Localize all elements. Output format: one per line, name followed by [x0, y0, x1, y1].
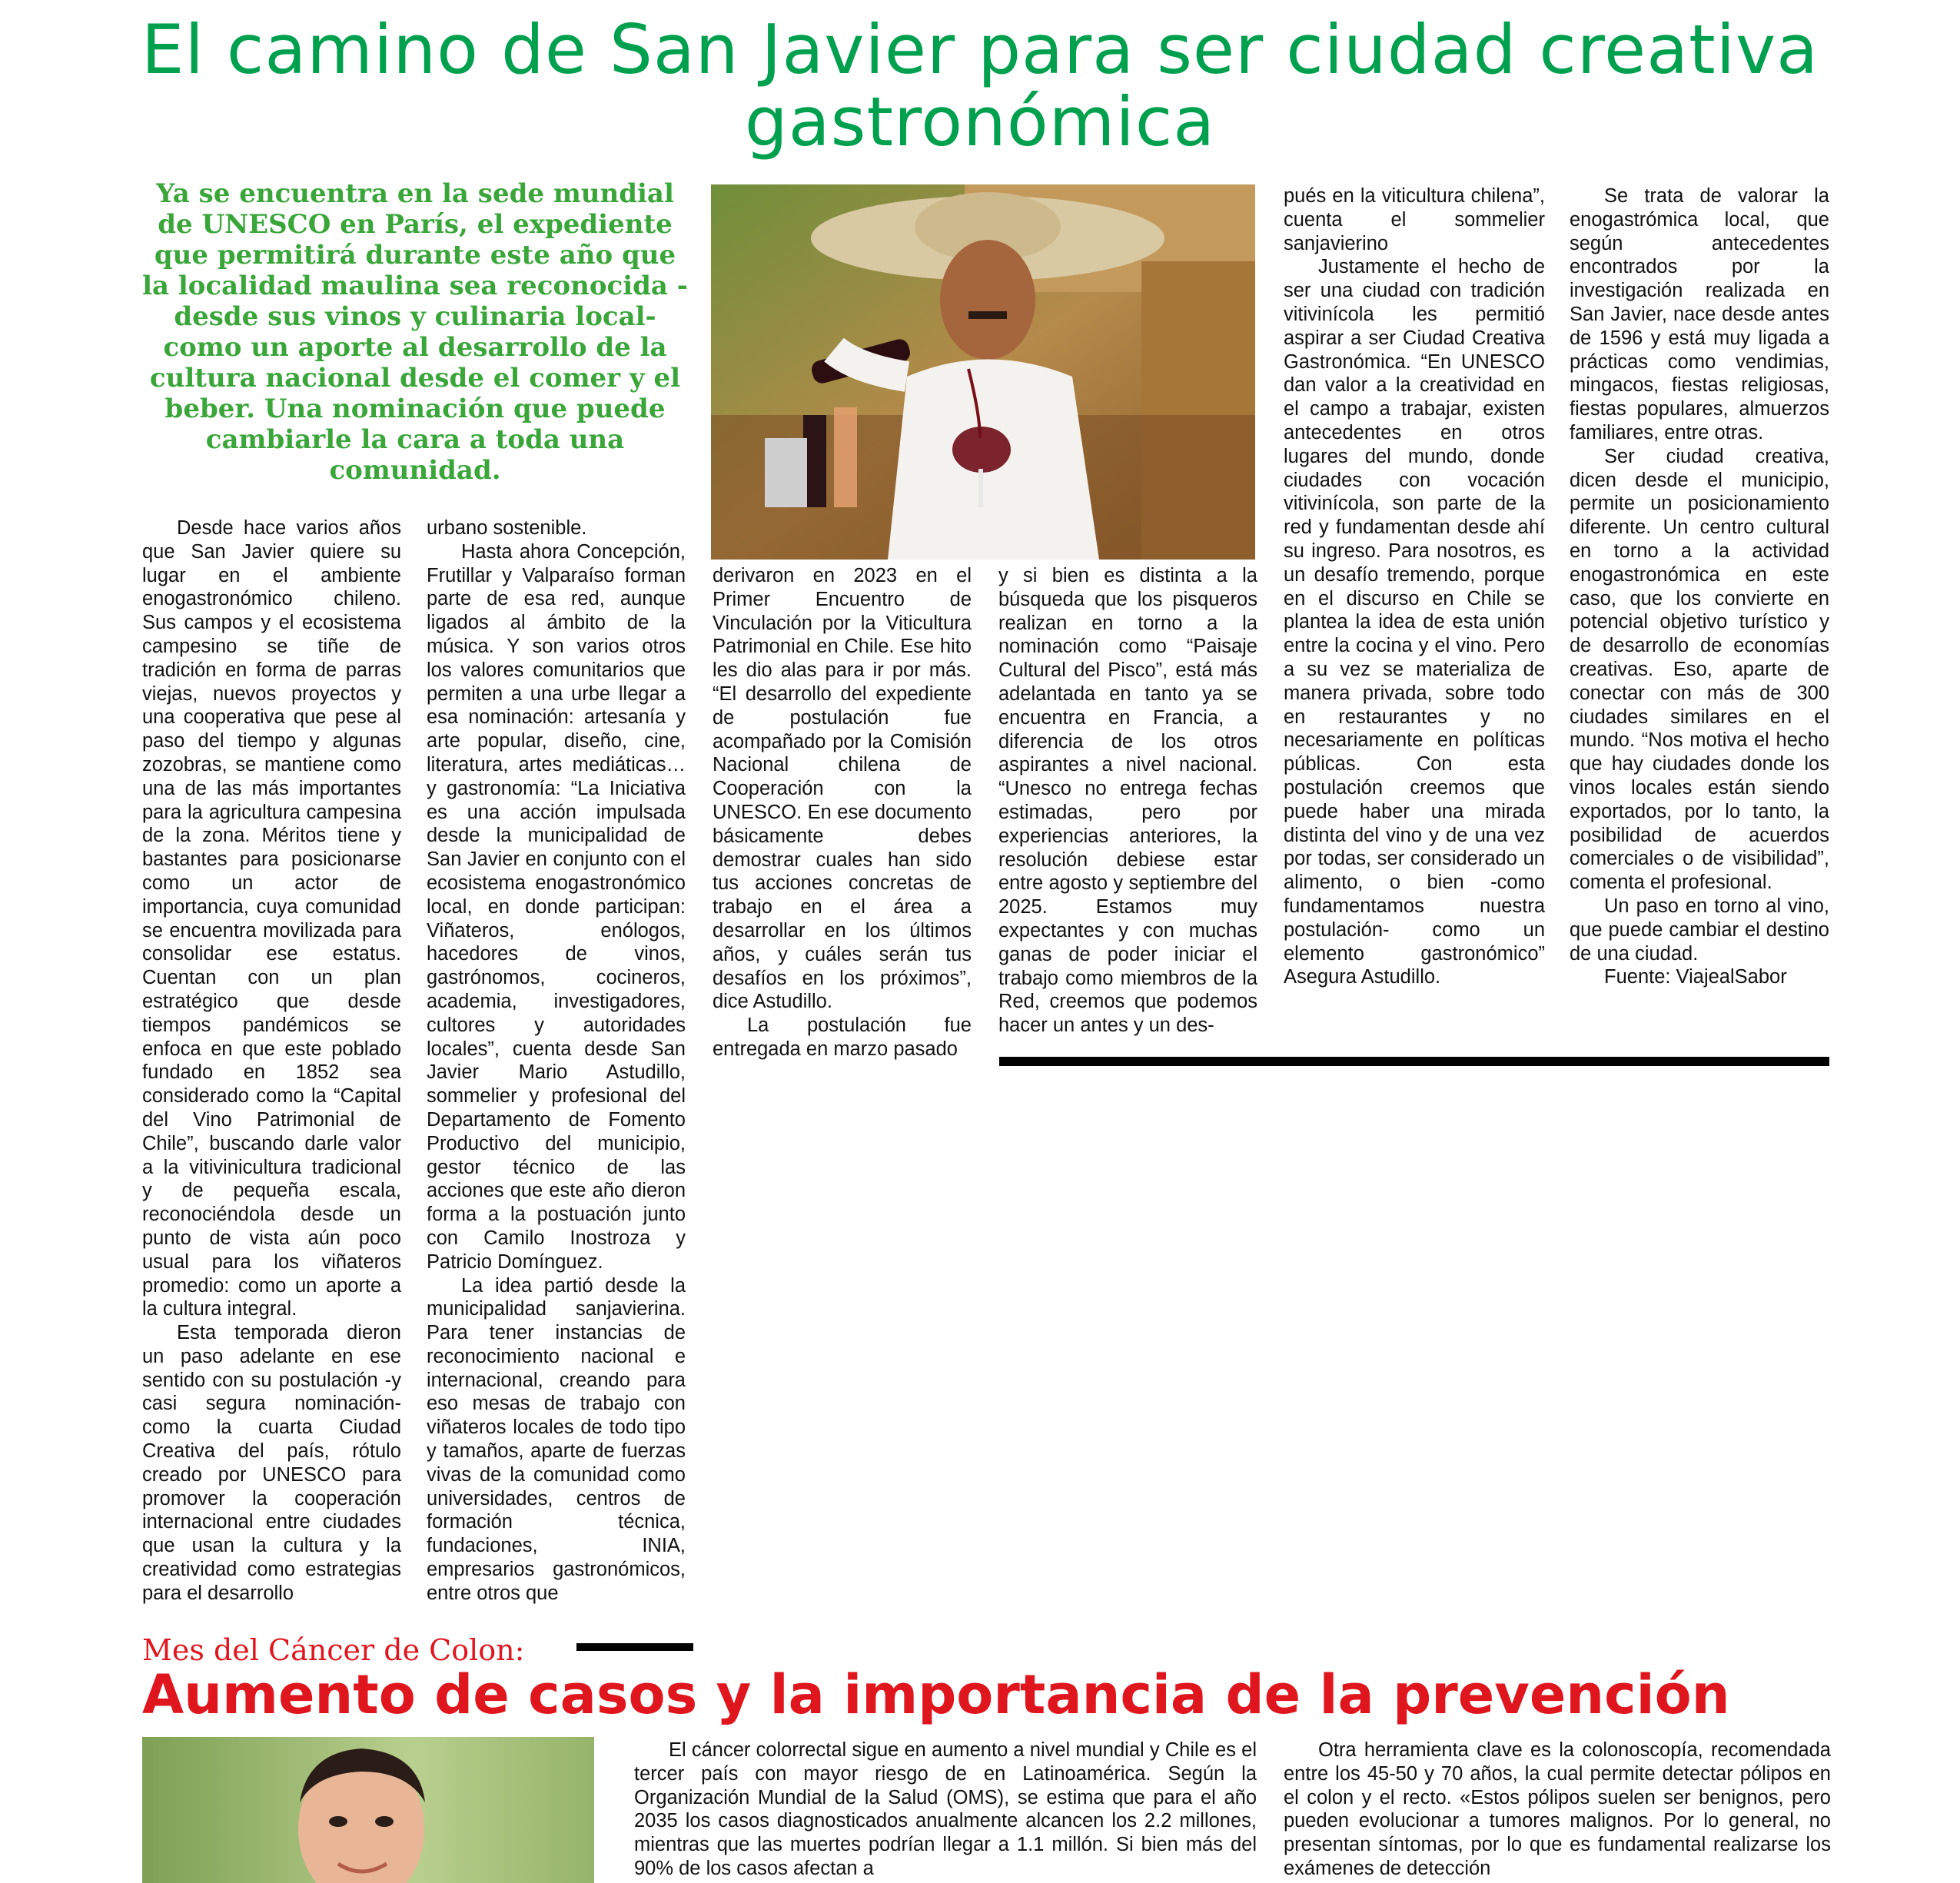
paragraph: La idea partió desde la municipalidad sanjavierina. Para tener instancias de reconocimiento nacional e internacional, creando para eso mesas de trabajo con viñateros locales de todo tipo y tamaños, aparte de fuerzas vivas de la comunidad como universidades, centros de formación técnica, fundaciones, INIA, empresarios gastronómicos, entre otros que: [427, 1274, 686, 1604]
paragraph: La postulación fue entregada en marzo pasado: [713, 1015, 972, 1060]
paragraph: Un paso en torno al vino, que puede cambiar el destino de una ciudad.: [1570, 895, 1829, 965]
paragraph: Se trata de valorar la enogastrómica local, que según antecedentes encontrados por la investigación realizada en San Javier, nace desde antes de 1596 y está muy ligada a prácticas como vendimias, mingacos, fiestas religiosas, fiestas populares, almuerzos familiares, entre otras.: [1570, 185, 1829, 443]
paragraph: Justamente el hecho de ser una ciudad con tradición vitivinícola les permitió aspirar a ser Ciudad Creativa Gastronómica. “En UNESCO dan valor a la creatividad en el campo a trabajar, existen antecedentes en otros lugares del mundo, donde ciudades con vocación vitivinícola, son parte de la red y fundamentan desde ahí su ingreso. Para nosotros, es un desafío tremendo, porque en el discurso en Chile se plantea la idea de esta unión entre la cocina y el vino. Pero a su vez se materializa de manera privada, sobre todo en restaurantes y no necesariamente en políticas públicas. Con esta postulación creemos que puede haber una mirada distinta del vino y de una vez por todas, ser considerado un alimento, o bien -como fundamentamos nuestra postulación- como un elemento gastronómico” Asegura Astudillo.: [1284, 256, 1545, 988]
article2-photo: [142, 1737, 594, 1883]
article2-headline: Aumento de casos y la importancia de la prevención: [142, 1663, 1730, 1726]
paragraph: Otra herramienta clave es la colonoscopía, recomendada entre los 45-50 y 70 años, la cual permite detectar pólipos en el colon y el recto. «Estos pólipos suelen ser benignos, pero pueden evolucionar a tumores malignos. Por lo general, no presentan síntomas, por lo que es fundamental realizarse los exámenes de detección: [1284, 1739, 1831, 1879]
paragraph: Ser ciudad creativa, dicen desde el municipio, permite un posicionamiento diferente. Un centro cultural en torno a la actividad enogastronómica en este caso, que los convierte en potencial objetivo turístico y de desarrollo de economías creativas. Eso, aparte de conectar con más de 300 ciudades similares en el mundo. “Nos motiva el hecho que hay ciudades donde los vinos locales están siendo exportados, por lo tanto, la posibilidad de acuerdos comerciales o de visibilidad”, comenta el profesional.: [1570, 445, 1829, 894]
article-headline: El camino de San Javier para ser ciudad creativa gastronómica: [141, 10, 1819, 161]
section-divider: [999, 1057, 1829, 1066]
portrait-photo-icon: [142, 1737, 594, 1883]
photo-wine-pouring-icon: [711, 184, 1255, 560]
article1-column-5: [1284, 184, 1545, 989]
paragraph: y si bien es distinta a la búsqueda que los pisqueros realizan en torno a la nominación como “Paisaje Cultural del Pisco”, está más adelantada en tanto ya se encuentra en Francia, a diferencia de los otros aspirantes a nivel nacional. “Unesco no entrega fechas estimadas, pero por experiencias anteriores, la resolución debiese estar entre agosto y septiembre del 2025. Estamos muy expectantes y con muchas ganas de poder iniciar el trabajo como miembros de la Red, creemos que podemos hacer un antes y un des-: [998, 565, 1257, 1037]
paragraph: El cáncer colorrectal sigue en aumento a nivel mundial y Chile es el tercer país con mayor riesgo de en Latinoamérica. Según la Organización Mundial de la Salud (OMS), se estima que para el año 2035 los casos diagnosticados anualmente alcancen los 2.2 millones, mientras que las muertes podrían llegar a 1.1 millón. Si bien más del 90% de los casos afectan a: [634, 1739, 1257, 1879]
article1-column-2: [427, 516, 686, 1606]
article1-column-6: [1570, 184, 1829, 989]
article1-column-4: [998, 564, 1257, 1038]
paragraph: pués en la viticultura chilena”, cuenta el sommelier sanjavierino: [1284, 185, 1545, 254]
article-lead: Ya se encuentra en la sede mundial de UNESCO en París, el expediente que permitirá durante este año que la localidad maulina sea reconocida -desde sus vinos y culinaria local- como un aporte al desarrollo de la cultura nacional desde el comer y el beber. Una nominación que puede cambiarle la cara a toda una comunidad.: [142, 178, 688, 486]
article2-column-1: [634, 1739, 1257, 1881]
paragraph: Esta temporada dieron un paso adelante en ese sentido con su postulación -y casi segura nominación- como la cuarta Ciudad Creativa del país, rótulo creado por UNESCO para promover la cooperación internacional entre ciudades que usan la cultura y la creatividad como estrategias para el desarrollo: [142, 1322, 401, 1604]
paragraph: urbano sostenible.: [427, 517, 587, 539]
article1-column-3: [713, 564, 972, 1061]
article2-column-2: [1284, 1739, 1831, 1881]
article2-kicker: Mes del Cáncer de Colon:: [142, 1633, 525, 1667]
source-credit: Fuente: ViajealSabor: [1604, 966, 1787, 988]
paragraph: Hasta ahora Concepción, Frutillar y Valparaíso forman parte de esa red, aunque ligados al ámbito de la música. Y son varios otros los valores comunitarios que permiten a una urbe llegar a esa nominación: artesanía y arte popular, diseño, cine, literatura, artes mediáticas… y gastronomía: “La Iniciativa es una acción impulsada desde la municipalidad de San Javier en conjunto con el ecosistema enogastronómico local, en donde participan: Viñateros, enólogos, hacedores de vinos, gastrónomos, cocineros, academia, investigadores, cultores y autoridades locales”, cuenta desde San Javier Mario Astudillo, sommelier y profesional del Departamento de Fomento Productivo del municipio, gestor técnico de las acciones que este año dieron forma a la postuación junto con Camilo Inostroza y Patricio Domínguez.: [427, 540, 686, 1273]
paragraph: Desde hace varios años que San Javier quiere su lugar en el ambiente enogastronómico chileno. Sus campos y el ecosistema campesino se tiñe de tradición en forma de parras viejas, nuevos proyectos y una cooperativa que pese al paso del tiempo y algunas zozobras, se mantiene como una de las más importantes para la agricultura campesina de la zona. Méritos tiene y bastantes para posicionarse como un actor de importancia, cuya comunidad se encuentra movilizada para consolidar ese estatus. Cuentan con un plan estratégico que desde tiempos pandémicos se enfoca en que este poblado fundado en 1852 sea considerado como la “Capital del Vino Patrimonial de Chile”, buscando darle valor a la vitivinicultura tradicional y de pequeña escala, reconociéndola desde un punto de vista aún poco usual para los viñateros promedio: como un aporte a la cultura integral.: [142, 517, 401, 1320]
paragraph: derivaron en 2023 en el Primer Encuentro de Vinculación por la Viticultura Patrimonial en Chile. Ese hito les dio alas para ir por más. “El desarrollo del expediente de postulación fue acompañado por la Comisión Nacional chilena de Cooperación con la UNESCO. En ese documento básicamente debes demostrar cuales han sido tus acciones concretas de trabajo en el área a desarrollar en los últimos años, y cuáles serán tus desafíos en los próximos”, dice Astudillo.: [713, 565, 972, 1013]
article1-column-1: [142, 516, 401, 1606]
article-photo: [711, 184, 1255, 560]
section-divider: [576, 1643, 693, 1651]
